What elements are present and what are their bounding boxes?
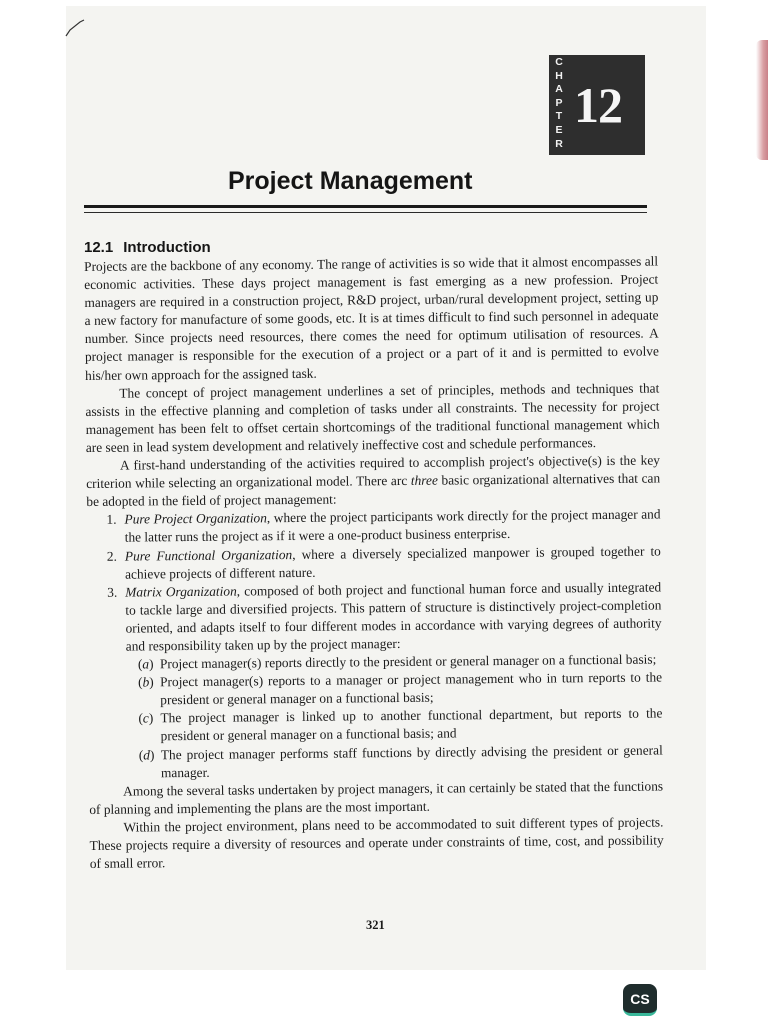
page-edge-shadow — [756, 40, 768, 160]
paragraph: Among the several tasks undertaken by project managers, it can certainly be stated that the functions of planning and implementing the plans are the most important. — [89, 778, 664, 817]
list-marker: 1. — [106, 512, 117, 528]
camscanner-badge — [623, 984, 657, 1016]
paren: ) — [148, 656, 154, 672]
body-text — [84, 252, 664, 873]
sub-list-letter: c — [142, 710, 149, 726]
paren: ( — [138, 674, 143, 690]
paragraph — [86, 452, 660, 512]
list-text: , composed of both project and functional human force and usually integrated to tackle large and diversified projects. This pattern of structure is distinctively project-completion oriented, and adapts itself to four different modes in accordance with varying degrees of authority and responsibility taken up by the project manager: — [125, 579, 662, 654]
sub-list-letter: b — [142, 674, 150, 690]
paren: ( — [138, 746, 144, 763]
sub-list-marker — [138, 655, 154, 673]
paren: ( — [138, 710, 143, 726]
list-item — [87, 578, 662, 656]
paragraph-text: A first-hand understanding of the activities required to accomplish project's objective(s) is the key criterion while selecting an organizational model. There arc — [86, 452, 661, 492]
section-number: 12.1 — [84, 239, 114, 256]
title-rule-thin — [84, 212, 647, 213]
paragraph: Within the project environment, plans need to be accommodated to suit different types of projects. These projects require a diversity of resources and operate under constraints of time, cost, and possibility of small error. — [89, 814, 664, 872]
paren: ( — [137, 656, 143, 672]
sub-list-marker — [139, 746, 155, 764]
emphasis-text: three — [410, 472, 438, 488]
sub-list-letter: a — [142, 656, 150, 672]
sub-list-item — [88, 669, 662, 711]
chapter-letter: E — [555, 123, 563, 136]
list-item — [87, 542, 661, 584]
paren: ) — [148, 710, 154, 726]
chapter-letter: P — [555, 96, 563, 109]
section-heading — [84, 239, 211, 256]
list-term: Pure Project Organization — [124, 510, 267, 527]
paragraph: Projects are the backbone of any economy. The range of activities is so wide that it almost encompasses all economic activities. These days project management is fast emerging as a new profession. Project managers are required in a construction project, R&D project, urban/rural development project, setting up a new factory for manufacture of some goods, etc. It is at times difficult to find such personnel in adequate number. Since projects need resources, there comes the need for optimum utilisation of resources. A project manager is responsible for the execution of a project or a part of it and is permitted to evolve his/her own approach for the assigned task. — [84, 253, 659, 383]
sub-list-text: Project manager(s) reports to a manager or project management who in turn reports to the president or general manager on a functional basis; — [160, 669, 663, 708]
chapter-letter: C — [555, 56, 563, 68]
sub-list-text: Project manager(s) reports directly to the president or general manager on a functional basis; — [159, 651, 657, 672]
chapter-letter: T — [555, 110, 563, 123]
paragraph: The concept of project management underlines a set of principles, methods and techniques that assists in the effective planning and completion of tasks under all constraints. The necessity for project management has been felt to offset certain shortcomings of the traditional functional management which are seen in lead system development and relatively ineffective cost and schedule performances. — [85, 380, 660, 455]
organization-list — [86, 506, 661, 656]
sub-list-letter: d — [143, 746, 151, 762]
list-marker: 2. — [106, 548, 117, 564]
page-number: 321 — [366, 918, 385, 932]
list-term: Pure Functional Organization — [124, 546, 293, 564]
matrix-modes-list — [88, 651, 663, 783]
chapter-label — [552, 56, 566, 151]
sub-list-text: The project manager performs staff functions by directly advising the president or general manager. — [160, 741, 663, 780]
sub-list-marker — [138, 710, 153, 728]
section-title: Introduction — [123, 239, 211, 256]
paren: ) — [149, 746, 155, 762]
pen-mark — [64, 18, 86, 38]
chapter-letter: H — [555, 69, 563, 82]
list-text: , where the project participants work directly for the project manager and the latter runs the project as if it were a one-product business enterprise. — [124, 506, 661, 546]
chapter-letter: R — [555, 137, 563, 150]
camscanner-label: CS — [630, 990, 650, 1007]
list-item — [86, 506, 660, 548]
sub-list-item — [88, 705, 662, 747]
chapter-letter: A — [555, 83, 563, 96]
paragraph-text: basic organizational alternatives that can be adopted in the field of project management: — [86, 470, 661, 510]
title-rule-thick — [84, 205, 647, 208]
sub-list-marker — [138, 674, 154, 692]
list-text: , where a diversely specialized manpower is grouped together to achieve projects of different nature. — [124, 542, 661, 582]
sub-list-item — [89, 741, 663, 783]
paren: ) — [149, 674, 154, 690]
sub-list-text: The project manager is linked up to another functional department, but reports to the president or general manager on a functional basis; and — [160, 705, 663, 744]
chapter-title: Project Management — [228, 167, 473, 195]
list-marker: 3. — [107, 584, 118, 600]
list-term: Matrix Organization — [125, 583, 237, 600]
chapter-number: 12 — [574, 77, 622, 133]
